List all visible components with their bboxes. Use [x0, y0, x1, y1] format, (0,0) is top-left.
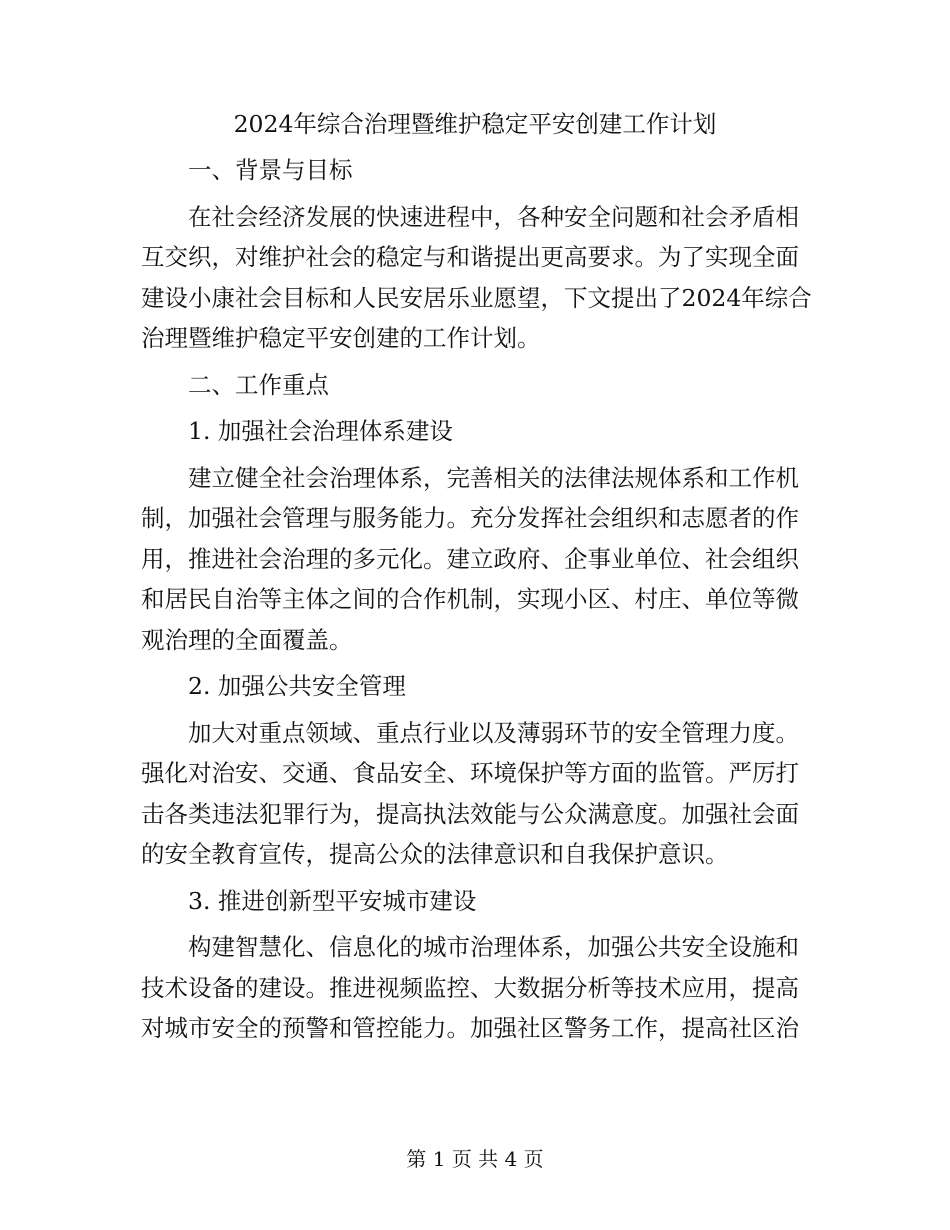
document-title: 2024年综合治理暨维护稳定平安创建工作计划: [233, 110, 717, 138]
paragraph-line: 制，加强社会管理与服务能力。充分发挥社会组织和志愿者的作: [141, 504, 799, 532]
paragraph-line: 的安全教育宣传，提高公众的法律意识和自我保护意识。: [141, 840, 729, 868]
paragraph-line: 在社会经济发展的快速进程中，各种安全问题和社会矛盾相: [188, 202, 799, 231]
paragraph-background: [141, 197, 812, 359]
section-heading-work-focus: 二、工作重点: [188, 370, 329, 399]
subsection-heading-smart-city: 3. 推进创新型平安城市建设: [188, 886, 477, 915]
document-body: [141, 150, 812, 1055]
subsection-heading-governance: 1. 加强社会治理体系建设: [188, 417, 453, 445]
paragraph-line: 建立健全社会治理体系，完善相关的法律法规体系和工作机: [188, 463, 799, 492]
paragraph-line: 构建智慧化、信息化的城市治理体系，加强公共安全设施和: [188, 933, 799, 961]
paragraph-line: 加大对重点领域、重点行业以及薄弱环节的安全管理力度。: [188, 718, 799, 747]
paragraph-line: 互交织，对维护社会的稳定与和谐提出更高要求。为了实现全面: [141, 243, 799, 271]
paragraph-line: 治理暨维护稳定平安创建的工作计划。: [141, 324, 541, 352]
paragraph-line: 和居民自治等主体之间的合作机制，实现小区、村庄、单位等微: [141, 585, 799, 613]
paragraph-smart-city: [141, 927, 809, 1049]
page-number-footer: 第 1 页 共 4 页: [406, 1147, 544, 1171]
subsection-heading-public-safety: 2. 加强公共安全管理: [188, 672, 406, 700]
paragraph-governance: [141, 458, 809, 661]
paragraph-line: 对城市安全的预警和管控能力。加强社区警务工作，提高社区治: [141, 1014, 799, 1042]
paragraph-line: 建设小康社会目标和人民安居乐业愿望，下文提出了2024年综合: [141, 283, 812, 312]
paragraph-line: 强化对治安、交通、食品安全、环境保护等方面的监管。严厉打: [141, 759, 799, 787]
paragraph-line: 击各类违法犯罪行为，提高执法效能与公众满意度。加强社会面: [141, 799, 799, 828]
paragraph-public-safety: [141, 713, 809, 875]
paragraph-line: 技术设备的建设。推进视频监控、大数据分析等技术应用，提高: [141, 973, 799, 1002]
paragraph-line: 观治理的全面覆盖。: [141, 625, 353, 654]
paragraph-line: 用，推进社会治理的多元化。建立政府、企事业单位、社会组织: [141, 544, 799, 573]
section-heading-background: 一、背景与目标: [188, 156, 353, 184]
